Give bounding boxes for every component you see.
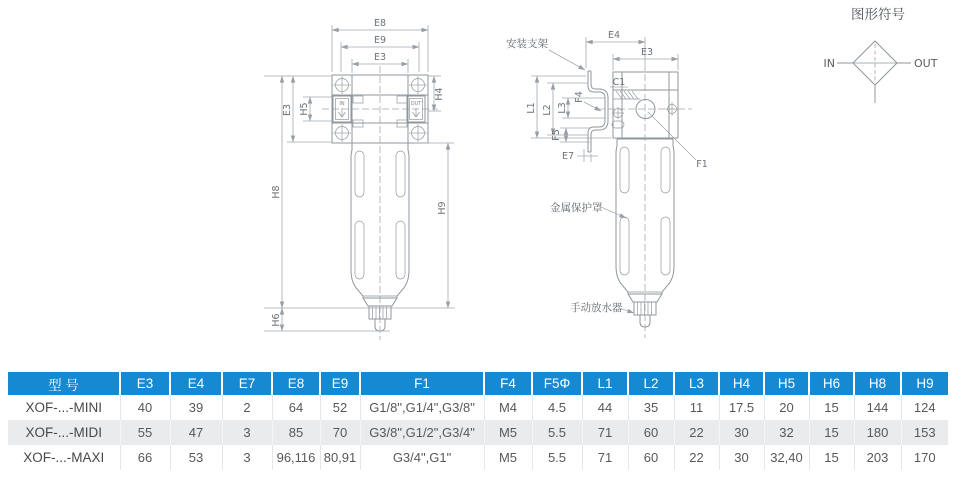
col-header-f5: F5Φ (532, 372, 582, 395)
cell: 60 (628, 420, 674, 445)
cell: 5.5 (532, 420, 582, 445)
dim-label-e3-side-view: E3 (640, 47, 654, 58)
cell: 11 (674, 395, 719, 420)
cell: M4 (484, 395, 532, 420)
model-name: XOF-...-MINI (8, 395, 120, 420)
callout-metal-cover: 金属保护罩 (550, 202, 603, 214)
cell: 153 (901, 420, 948, 445)
cell: 4.5 (532, 395, 582, 420)
col-header-e3: E3 (120, 372, 170, 395)
cell: 44 (582, 395, 628, 420)
dim-label-h6: H6 (271, 313, 282, 327)
dim-label-e7: E7 (561, 151, 575, 162)
col-header-model: 型 号 (8, 372, 120, 395)
cell: M5 (484, 445, 532, 470)
cell: 3 (222, 420, 272, 445)
dim-label-e9: E9 (373, 35, 387, 46)
cell: 70 (320, 420, 360, 445)
cell: 5.5 (532, 445, 582, 470)
col-header-l3: L3 (674, 372, 719, 395)
cell: M5 (484, 420, 532, 445)
cell: 15 (809, 395, 854, 420)
col-header-h4: H4 (719, 372, 764, 395)
in-port-label: IN (339, 101, 345, 107)
table-row-maxi (8, 445, 948, 470)
cell: 144 (854, 395, 901, 420)
cell: 17.5 (719, 395, 764, 420)
dimensions-table (8, 372, 948, 470)
cell: 47 (170, 420, 222, 445)
symbol-out-label: OUT (914, 57, 938, 70)
symbol-title: 图形符号 (851, 7, 905, 23)
dim-label-f1: F1 (696, 159, 708, 170)
cell: 203 (854, 445, 901, 470)
callout-mounting-bracket: 安装支架 (506, 38, 548, 50)
col-header-e7: E7 (222, 372, 272, 395)
cell: 22 (674, 445, 719, 470)
side-view-drawing (506, 30, 708, 338)
cell: 40 (120, 395, 170, 420)
col-header-e8: E8 (272, 372, 320, 395)
cell: 52 (320, 395, 360, 420)
dim-label-e3-side: E3 (282, 103, 293, 117)
dim-label-e4: E4 (607, 30, 621, 41)
cell: 32 (764, 420, 809, 445)
graphic-symbol (824, 7, 938, 103)
col-header-l1: L1 (582, 372, 628, 395)
cell: 15 (809, 445, 854, 470)
cell: 32,40 (764, 445, 809, 470)
cell: G1/8",G1/4",G3/8" (360, 395, 484, 420)
cell: 71 (582, 445, 628, 470)
cell: 170 (901, 445, 948, 470)
out-port (407, 96, 425, 122)
cell: 30 (719, 445, 764, 470)
cell: 39 (170, 395, 222, 420)
cell: 22 (674, 420, 719, 445)
dim-label-c1: C1 (612, 77, 626, 88)
cell: G3/8",G1/2",G3/4" (360, 420, 484, 445)
cell: 60 (628, 445, 674, 470)
dim-label-l2: L2 (542, 104, 553, 116)
table-row-mini (8, 395, 948, 420)
cell: 85 (272, 420, 320, 445)
cell: 55 (120, 420, 170, 445)
col-header-e9: E9 (320, 372, 360, 395)
dim-label-l1: L1 (526, 102, 537, 114)
cell: 35 (628, 395, 674, 420)
dim-label-f4: F4 (574, 91, 585, 103)
dim-label-h5: H5 (299, 102, 310, 116)
cell: 64 (272, 395, 320, 420)
dim-label-e3-top: E3 (373, 52, 387, 63)
dim-label-h4: H4 (434, 87, 445, 101)
cell: 30 (719, 420, 764, 445)
out-port-label: OUT (410, 101, 422, 107)
cell: 180 (854, 420, 901, 445)
callout-manual-drain: 手动放水器 (570, 302, 623, 314)
table-row-midi (8, 420, 948, 445)
mounting-bracket (588, 71, 608, 152)
dim-label-h8: H8 (271, 185, 282, 199)
cell: G3/4",G1" (360, 445, 484, 470)
cell: 15 (809, 420, 854, 445)
dim-label-e8: E8 (373, 18, 387, 29)
chamfer-hatch (613, 91, 640, 99)
cell: 53 (170, 445, 222, 470)
col-header-f4: F4 (484, 372, 532, 395)
col-header-h8: H8 (854, 372, 901, 395)
model-name: XOF-...-MAXI (8, 445, 120, 470)
cell: 71 (582, 420, 628, 445)
col-header-h9: H9 (901, 372, 948, 395)
dim-label-h9: H9 (437, 201, 448, 215)
table-header-row (8, 372, 948, 395)
col-header-f1: F1 (360, 372, 484, 395)
cell: 20 (764, 395, 809, 420)
col-header-l2: L2 (628, 372, 674, 395)
cell: 66 (120, 445, 170, 470)
col-header-h6: H6 (809, 372, 854, 395)
in-port (333, 96, 351, 122)
cell: 3 (222, 445, 272, 470)
col-header-e4: E4 (170, 372, 222, 395)
cell: 2 (222, 395, 272, 420)
dim-label-l3: L3 (557, 102, 568, 114)
symbol-in-label: IN (823, 57, 835, 70)
dim-label-f5: F5 (551, 129, 562, 141)
cell: 96,116 (272, 445, 320, 470)
col-header-h5: H5 (764, 372, 809, 395)
model-name: XOF-...-MIDI (8, 420, 120, 445)
front-view-drawing (264, 18, 455, 340)
cell: 80,91 (320, 445, 360, 470)
cell: 124 (901, 395, 948, 420)
